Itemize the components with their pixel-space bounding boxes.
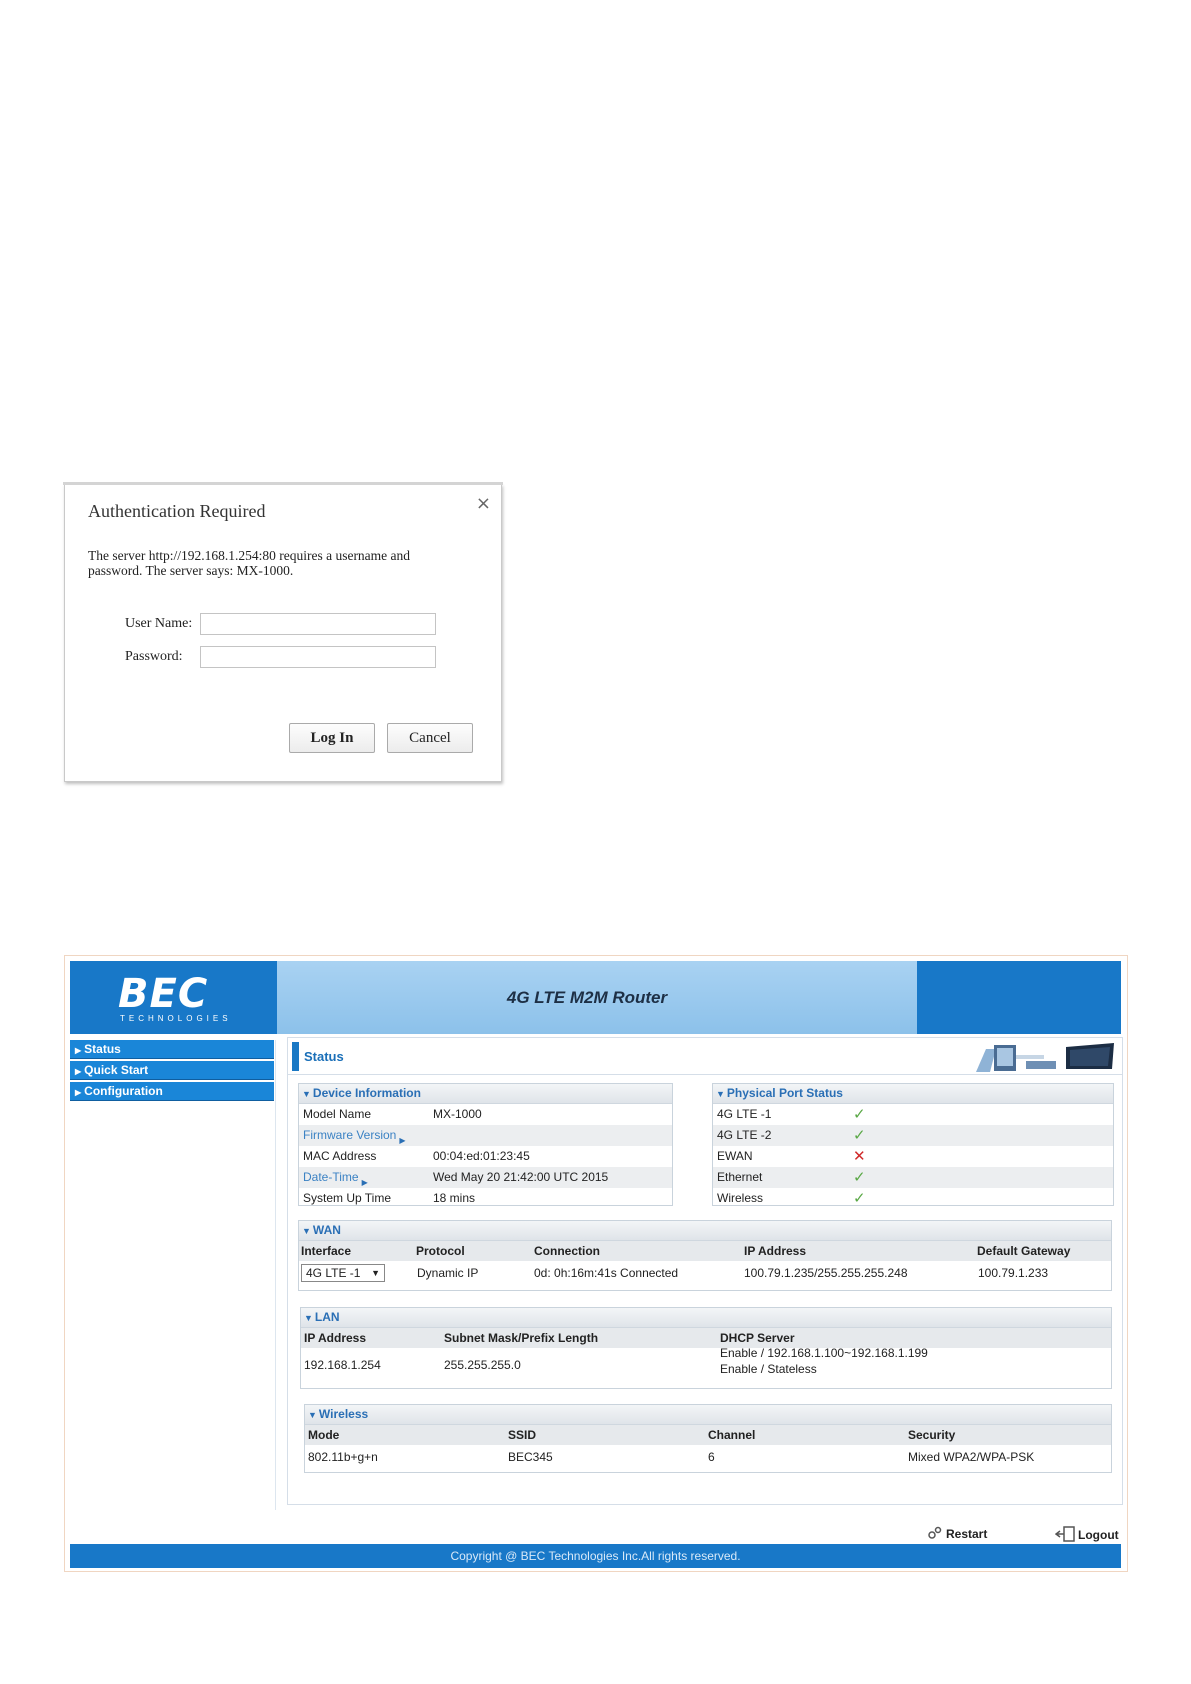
row-key: MAC Address <box>303 1149 377 1163</box>
chevron-right-icon: ▶ <box>399 1136 406 1145</box>
column-header: Channel <box>708 1428 756 1442</box>
lan-dhcp-ipv6: Enable / Stateless <box>720 1362 817 1376</box>
column-header: IP Address <box>304 1331 367 1345</box>
row-key: 4G LTE -2 <box>717 1128 772 1142</box>
column-header: SSID <box>508 1428 537 1442</box>
sidebar-item-status[interactable] <box>70 1040 274 1059</box>
column-header: Default Gateway <box>977 1244 1071 1258</box>
table-row <box>299 1261 1111 1285</box>
dialog-title: Authentication Required <box>88 501 266 521</box>
column-header: Interface <box>301 1244 352 1258</box>
brand-name: BEC <box>118 971 209 1017</box>
table-row <box>713 1188 1113 1209</box>
select-value: 4G LTE -1 <box>306 1266 361 1280</box>
wireless-ssid: BEC345 <box>508 1450 553 1464</box>
column-header: Protocol <box>416 1244 465 1258</box>
port-status-panel <box>712 1083 1114 1206</box>
triangle-down-icon: ▼ <box>308 1410 317 1420</box>
column-header: DHCP Server <box>720 1331 795 1345</box>
table-row <box>299 1167 672 1188</box>
check-icon: ✓ <box>853 1190 866 1207</box>
product-title-area <box>277 961 917 1034</box>
panel-heading-label: Device Information <box>312 1086 421 1100</box>
table-header <box>301 1328 1111 1348</box>
column-header: Mode <box>308 1428 340 1442</box>
row-key: 4G LTE -1 <box>717 1107 772 1121</box>
table-header <box>299 1241 1111 1261</box>
close-icon[interactable]: × <box>475 493 491 514</box>
triangle-down-icon: ▼ <box>716 1089 725 1099</box>
table-header <box>305 1425 1111 1445</box>
login-button[interactable]: Log In <box>289 723 375 753</box>
sidebar-item-quick-start[interactable] <box>70 1061 274 1080</box>
wireless-heading[interactable] <box>305 1405 1111 1425</box>
caret-down-icon: ▼ <box>371 1268 380 1278</box>
wireless-panel <box>304 1404 1112 1473</box>
table-row <box>299 1188 672 1209</box>
status-header <box>288 1038 1122 1075</box>
wireless-security: Mixed WPA2/WPA-PSK <box>908 1450 1035 1464</box>
device-info-heading[interactable] <box>299 1084 672 1104</box>
check-icon: ✓ <box>853 1106 866 1123</box>
cancel-button[interactable]: Cancel <box>387 723 473 753</box>
triangle-down-icon: ▼ <box>304 1313 313 1323</box>
row-value: MX-1000 <box>433 1107 482 1121</box>
wan-ip-address: 100.79.1.235/255.255.255.248 <box>744 1266 908 1280</box>
copyright-text: Copyright @ BEC Technologies Inc.All rights reserved. <box>450 1549 741 1563</box>
product-title: 4G LTE M2M Router <box>506 988 668 1007</box>
restart-label: Restart <box>946 1527 988 1541</box>
sidebar-item-configuration[interactable] <box>70 1082 274 1101</box>
main-content <box>287 1037 1123 1505</box>
username-input[interactable] <box>200 613 436 635</box>
panel-heading-label: WAN <box>312 1223 341 1237</box>
logout-label: Logout <box>1078 1528 1119 1542</box>
dialog-top-border <box>63 482 503 485</box>
chevron-right-icon: ▶ <box>75 1046 82 1055</box>
panel-heading-label: Wireless <box>318 1407 369 1421</box>
lan-ip-address: 192.168.1.254 <box>304 1358 381 1372</box>
wireless-channel: 6 <box>708 1450 715 1464</box>
row-key: EWAN <box>717 1149 753 1163</box>
table-row <box>713 1167 1113 1188</box>
table-row <box>299 1146 672 1167</box>
lan-subnet-mask: 255.255.255.0 <box>444 1358 521 1372</box>
sidebar-item-label: Configuration <box>84 1084 163 1098</box>
row-value: 00:04:ed:01:23:45 <box>433 1149 530 1163</box>
row-key: Wireless <box>717 1191 764 1205</box>
wan-heading[interactable] <box>299 1221 1111 1241</box>
panel-heading-label: Physical Port Status <box>726 1086 843 1100</box>
sidebar-menu <box>70 1040 274 1103</box>
wireless-mode: 802.11b+g+n <box>308 1450 378 1464</box>
chevron-right-icon: ▶ <box>75 1088 82 1097</box>
row-key: Firmware Version <box>303 1128 397 1142</box>
logout-icon <box>1055 1526 1077 1542</box>
username-label: User Name: <box>125 616 193 631</box>
table-row <box>713 1146 1113 1167</box>
copyright-bar <box>70 1544 1121 1568</box>
row-key: Ethernet <box>717 1170 763 1184</box>
row-value: 18 mins <box>433 1191 476 1205</box>
brand-subtitle: TECHNOLOGIES <box>120 1014 232 1023</box>
row-key: Date-Time <box>303 1170 359 1184</box>
column-header: Security <box>908 1428 956 1442</box>
x-mark-icon: ✕ <box>853 1148 866 1165</box>
auth-dialog <box>64 484 502 782</box>
brand-logo[interactable] <box>70 961 277 1034</box>
check-icon: ✓ <box>853 1127 866 1144</box>
router-window <box>64 955 1128 1572</box>
row-key: Model Name <box>303 1107 372 1121</box>
port-status-heading[interactable] <box>713 1084 1113 1104</box>
logout-button[interactable] <box>1055 1526 1119 1542</box>
interface-select[interactable] <box>301 1264 385 1282</box>
wan-protocol: Dynamic IP <box>417 1266 479 1280</box>
triangle-down-icon: ▼ <box>302 1226 311 1236</box>
dialog-message: The server http://192.168.1.254:80 requires a username and password. The server says: MX-1000. <box>88 548 411 578</box>
column-header: Connection <box>534 1244 600 1258</box>
column-header: IP Address <box>744 1244 807 1258</box>
page-title: Status <box>304 1049 344 1064</box>
banner-right-block <box>917 961 1121 1034</box>
table-row <box>301 1348 1111 1382</box>
wan-panel <box>298 1220 1112 1291</box>
triangle-down-icon: ▼ <box>302 1089 311 1099</box>
lan-heading[interactable] <box>301 1308 1111 1328</box>
device-info-panel <box>298 1083 673 1206</box>
sidebar-item-label: Status <box>84 1042 121 1056</box>
table-row <box>299 1104 672 1125</box>
lan-dhcp-ipv4: Enable / 192.168.1.100~192.168.1.199 <box>720 1346 928 1360</box>
table-row <box>305 1445 1111 1469</box>
wan-gateway: 100.79.1.233 <box>978 1266 1049 1280</box>
restart-icon <box>927 1526 943 1540</box>
header-banner <box>70 961 1121 1034</box>
restart-button[interactable] <box>927 1526 987 1541</box>
check-icon: ✓ <box>853 1169 866 1186</box>
lan-panel <box>300 1307 1112 1389</box>
sidebar-divider <box>275 1040 276 1510</box>
table-row <box>299 1125 672 1146</box>
devices-illustration-icon <box>966 1041 1116 1073</box>
password-input[interactable] <box>200 646 436 668</box>
password-label: Password: <box>125 649 183 664</box>
table-row <box>713 1125 1113 1146</box>
table-row <box>713 1104 1113 1125</box>
row-key: System Up Time <box>303 1191 392 1205</box>
chevron-right-icon: ▶ <box>75 1067 82 1076</box>
panel-heading-label: LAN <box>314 1310 340 1324</box>
row-value: Wed May 20 21:42:00 UTC 2015 <box>433 1170 609 1184</box>
chevron-right-icon: ▶ <box>361 1178 368 1187</box>
sidebar-item-label: Quick Start <box>84 1063 149 1077</box>
wan-connection: 0d: 0h:16m:41s Connected <box>534 1266 679 1280</box>
column-header: Subnet Mask/Prefix Length <box>444 1331 599 1345</box>
status-accent-bar <box>292 1042 299 1071</box>
